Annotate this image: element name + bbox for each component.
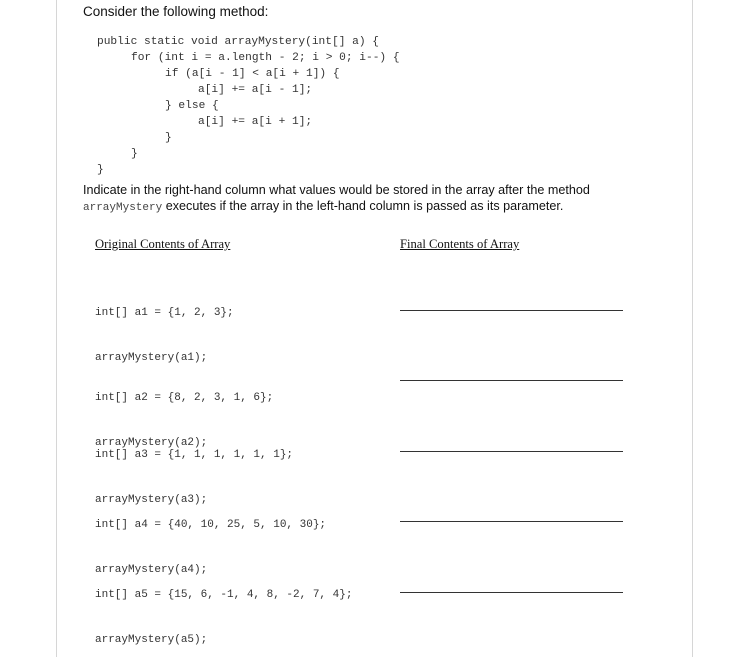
answer-line-a3[interactable]: [400, 451, 623, 452]
final-contents-header: Final Contents of Array: [400, 237, 520, 251]
code-line-else-body: a[i] += a[i + 1];: [198, 116, 313, 128]
code-line-else: } else {: [165, 100, 219, 112]
answer-line-a2[interactable]: [400, 380, 623, 381]
answer-line-a4[interactable]: [400, 521, 623, 522]
original-contents-header: Original Contents of Array: [95, 237, 231, 251]
entry-a4-declaration: int[] a4 = {40, 10, 25, 5, 10, 30};: [95, 519, 327, 531]
instructions-line-2-text: executes if the array in the left-hand column is passed as its parameter.: [162, 199, 564, 213]
entry-a3-call: arrayMystery(a3);: [95, 494, 208, 506]
entry-a3-declaration: int[] a3 = {1, 1, 1, 1, 1, 1};: [95, 449, 294, 461]
question-heading: Consider the following method:: [83, 4, 269, 19]
code-line-signature: public static void arrayMystery(int[] a) {: [97, 36, 379, 48]
entry-a1-declaration: int[] a1 = {1, 2, 3};: [95, 307, 234, 319]
code-line-if: if (a[i - 1] < a[i + 1]) {: [165, 68, 340, 80]
code-line-close-method: }: [97, 164, 104, 176]
code-line-for-loop: for (int i = a.length - 2; i > 0; i--) {: [131, 52, 400, 64]
entry-a4-call: arrayMystery(a4);: [95, 564, 208, 576]
entry-a1-call: arrayMystery(a1);: [95, 352, 208, 364]
entry-a2-call: arrayMystery(a2);: [95, 437, 208, 449]
instructions-line-1: Indicate in the right-hand column what values would be stored in the array after the method: [83, 183, 590, 197]
page-border-right: [692, 0, 693, 657]
entry-a5: [95, 558, 352, 657]
instructions-line-2: [83, 198, 643, 216]
answer-line-a1[interactable]: [400, 310, 623, 311]
page-border-left: [56, 0, 57, 657]
code-line-close-if: }: [165, 132, 172, 144]
instructions-text: [83, 182, 643, 216]
answer-line-a5[interactable]: [400, 592, 623, 593]
method-name-inline: arrayMystery: [83, 202, 163, 214]
code-line-if-body: a[i] += a[i - 1];: [198, 84, 313, 96]
entry-a2-declaration: int[] a2 = {8, 2, 3, 1, 6};: [95, 392, 274, 404]
entry-a5-declaration: int[] a5 = {15, 6, -1, 4, 8, -2, 7, 4};: [95, 589, 353, 601]
entry-a5-call: arrayMystery(a5);: [95, 634, 208, 646]
code-line-close-for: }: [131, 148, 138, 160]
